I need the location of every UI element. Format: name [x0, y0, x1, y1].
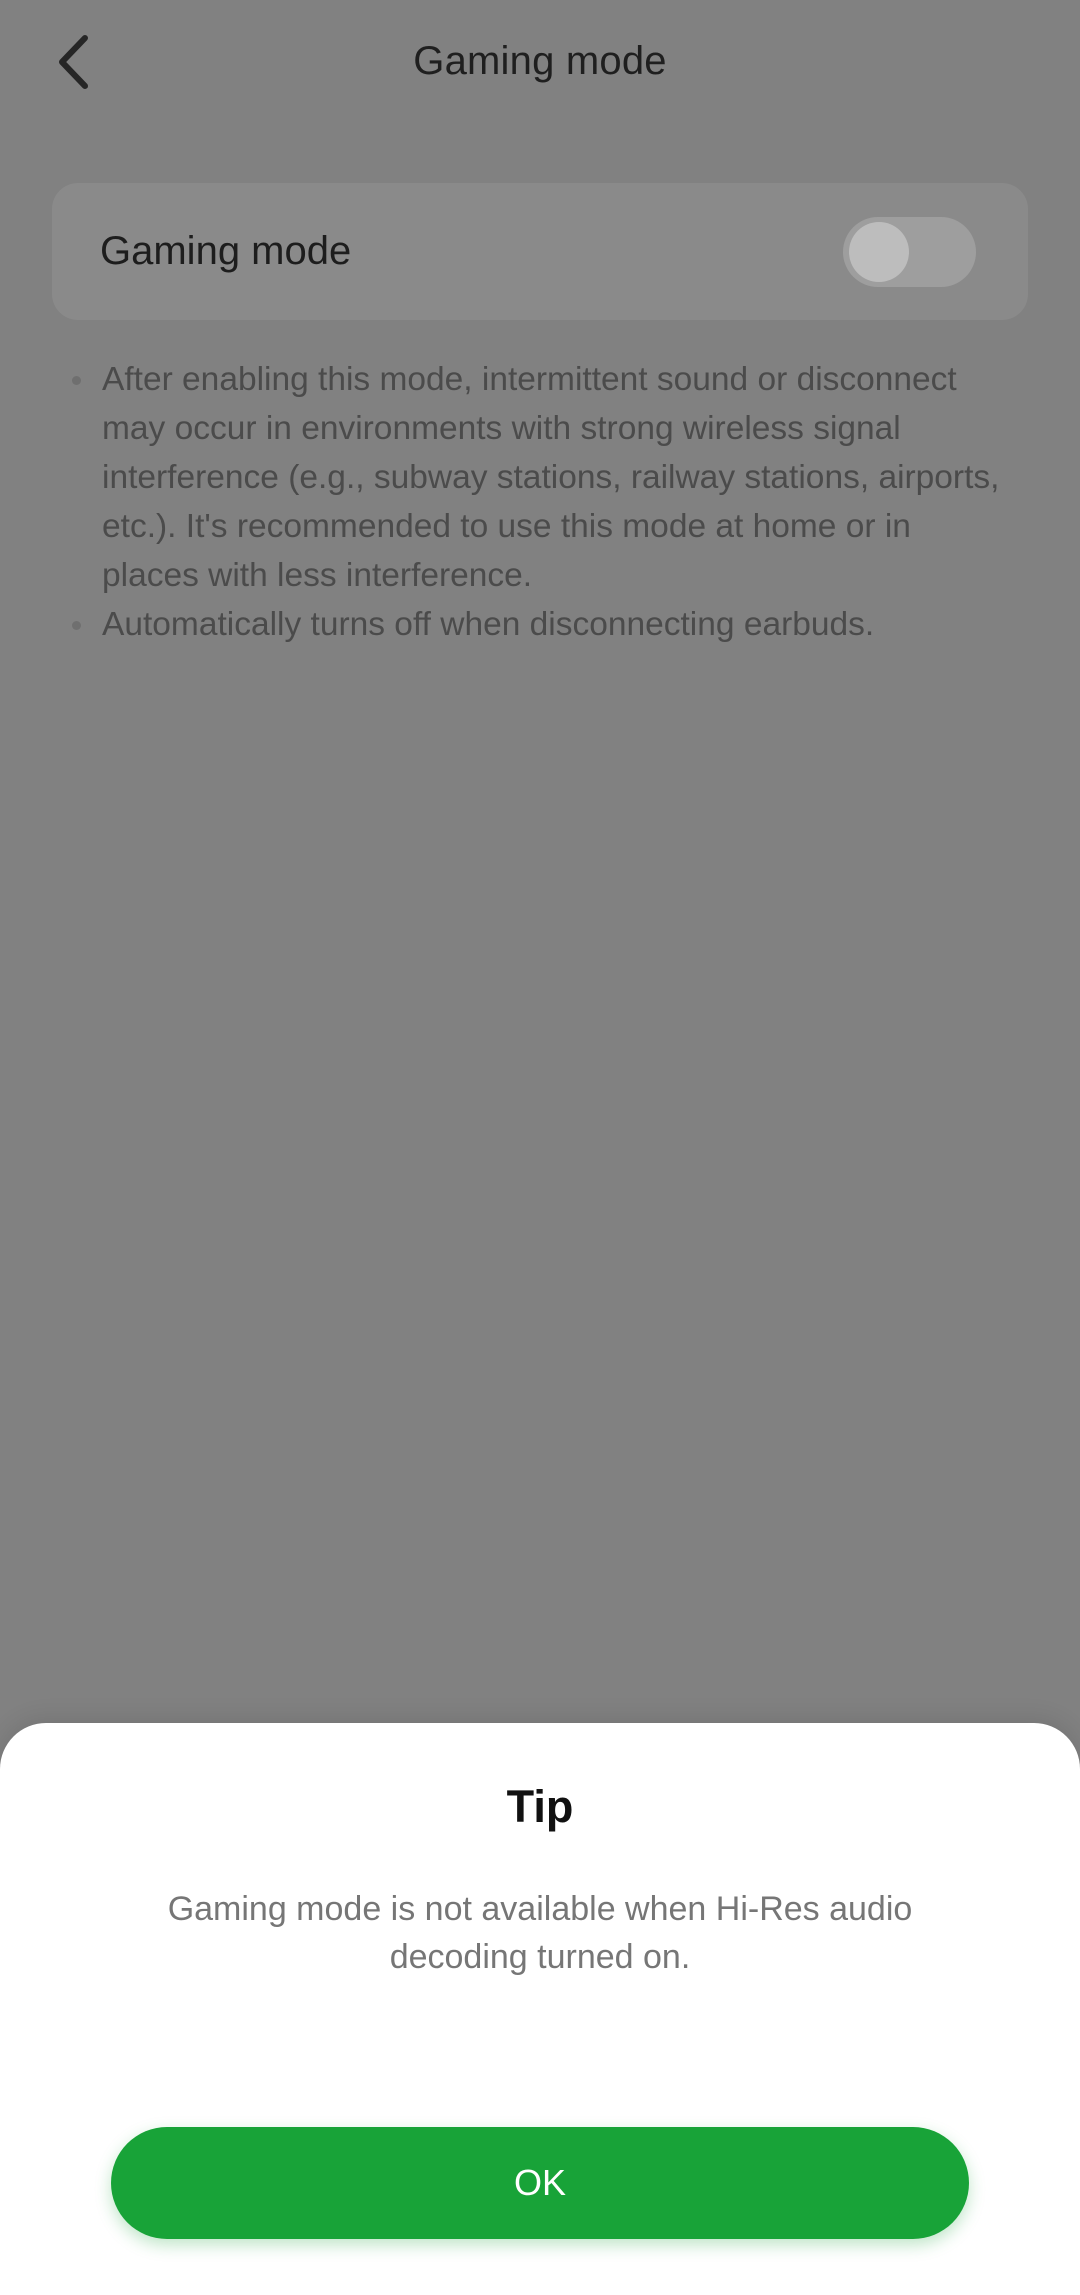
note-text: After enabling this mode, intermittent sound or disconnect may occur in environments with strong wireless signal interference (e.g., subway stations, railway stations, airports, etc.). It's recommended to use this mode at home or in places with less interference. [102, 361, 1000, 594]
note-text: Automatically turns off when disconnecting earbuds. [102, 606, 875, 643]
gaming-mode-label: Gaming mode [100, 229, 352, 273]
gaming-mode-row[interactable] [52, 183, 1028, 320]
app-bar [0, 0, 1080, 122]
dialog-title: Tip [506, 1781, 574, 1832]
gaming-mode-toggle[interactable] [843, 217, 976, 287]
chevron-left-icon [52, 32, 96, 92]
bullet-icon [72, 376, 81, 385]
list-item [68, 355, 1008, 600]
tip-dialog [0, 1723, 1080, 2295]
dialog-message: Gaming mode is not available when Hi-Res audio decoding turned on. [167, 1890, 913, 1976]
list-item [68, 600, 1008, 649]
notes-list [68, 355, 1008, 649]
back-button[interactable] [38, 26, 110, 98]
toggle-knob [849, 222, 909, 282]
bullet-icon [72, 621, 81, 630]
ok-button[interactable]: OK [111, 2127, 969, 2239]
page-title: Gaming mode [413, 38, 667, 83]
